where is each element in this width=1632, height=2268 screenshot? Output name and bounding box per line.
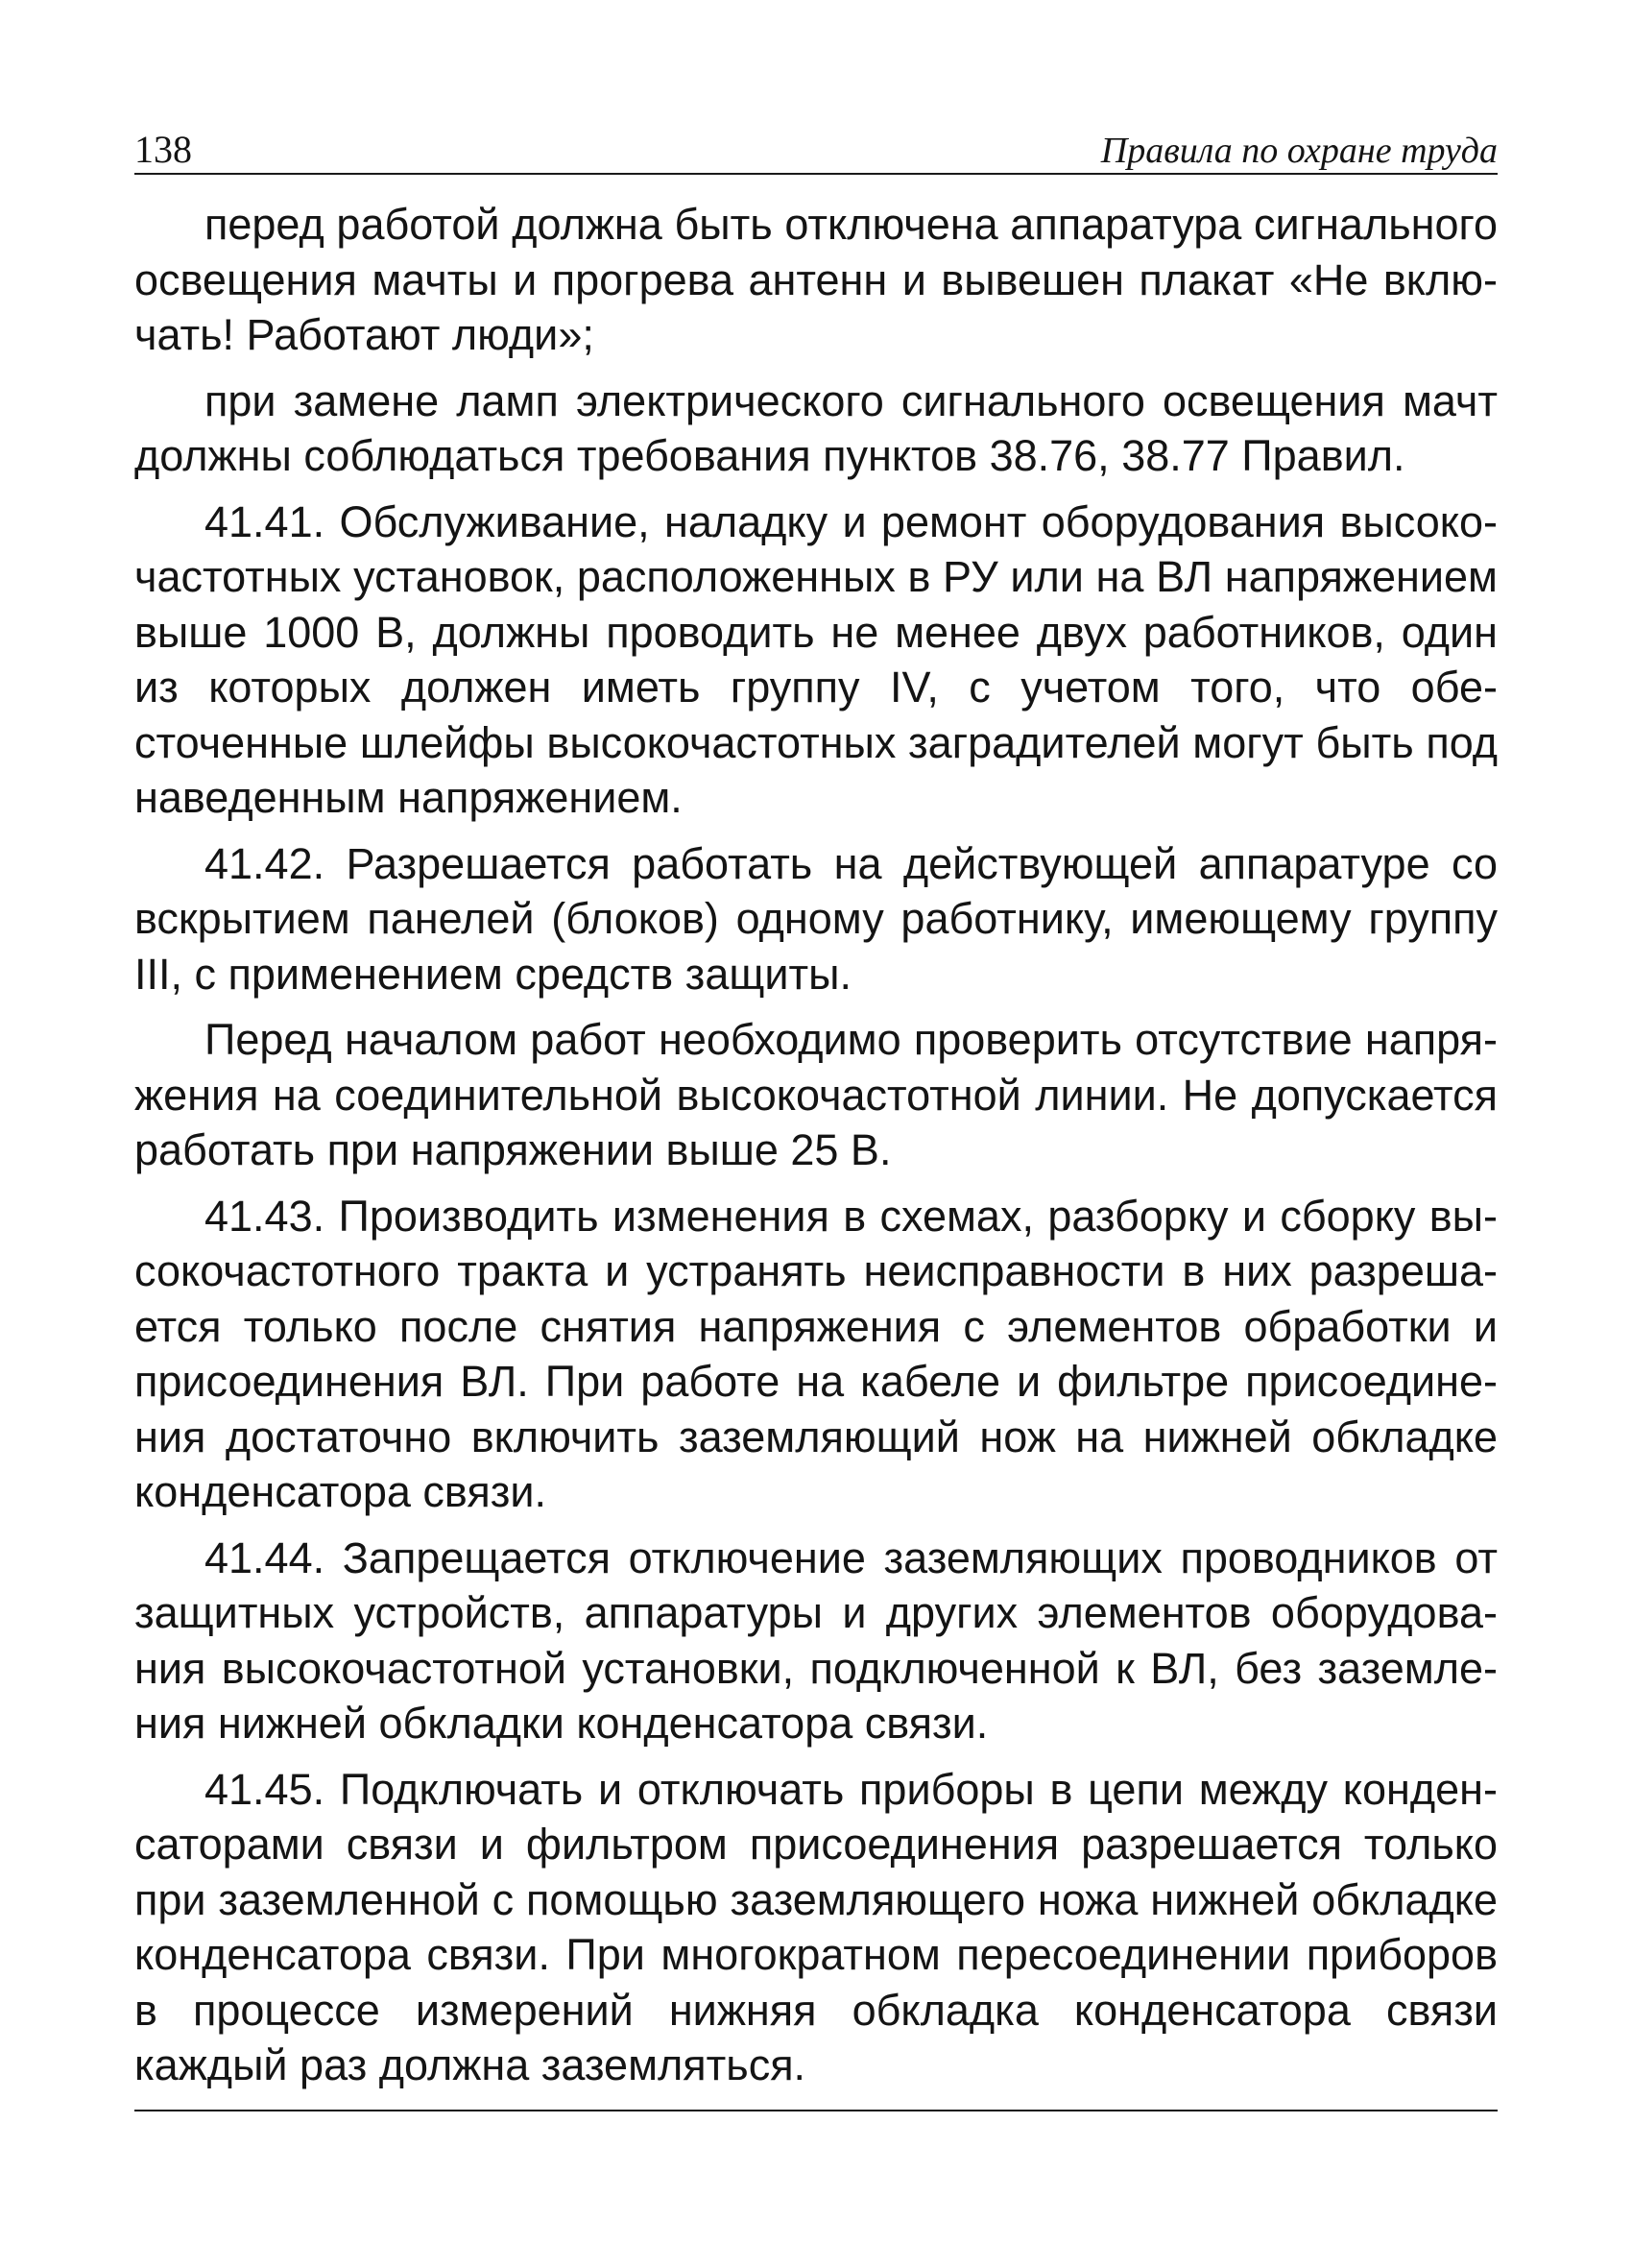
paragraph-41-44: 41.44. Запрещается отключение заземляющих проводников от защитных устройств, аппаратуры и других элементов оборудования высокочастотной установки, подключенной к ВЛ, без заземления нижней обкладки конденсатора связи.: [134, 1532, 1498, 1748]
paragraph-signal-lighting-mast: перед работой должна быть отключена аппаратура сигнального освещения мачты и прогрева антенн и вывешен плакат «Не включать! Работают люди»;: [134, 200, 1498, 359]
page-header: [134, 113, 1498, 175]
paragraph-41-43: 41.43. Производить изменения в схемах, разборку и сборку высокочастотного тракта и устранять неисправности в них разрешается только после снятия напряжения с элементов обработки и присоединения ВЛ. При работе на кабеле и фильтре присоединения достаточно включить заземляющий нож на нижней обкладке конденсатора связи.: [134, 1191, 1498, 1516]
paragraph-lamp-replacement: при замене ламп электрического сигнального освещения мачт должны соблюдаться требования пунктов 38.76, 38.77 Правил.: [134, 375, 1498, 480]
paragraph-41-45: 41.45. Подключать и отключать приборы в цепи между конденсаторами связи и фильтром присоединения разрешается только при заземленной с помощью заземляющего ножа нижней обкладке конденсатора связи. При многократном пересоединении приборов в процессе измерений нижняя обкладка конденсатора связи каждый раз должна заземляться.: [134, 1764, 1498, 2089]
paragraph-41-42: 41.42. Разрешается работать на действующей аппаратуре со вскрытием панелей (блоков) одному работнику, имеющему группу III, с применением средств защиты.: [134, 838, 1498, 999]
page-number: 138: [134, 128, 192, 171]
footer-rule: [134, 2110, 1498, 2111]
body-text: [134, 197, 1498, 2104]
paragraph-voltage-check: Перед началом работ необходимо проверить отсутствие напряжения на соединительной высокочастотной линии. Не допускается работать при напряжении выше 25 В.: [134, 1015, 1498, 1174]
running-title: Правила по охране труда: [1100, 131, 1498, 171]
paragraph-41-41: 41.41. Обслуживание, наладку и ремонт оборудования высокочастотных установок, расположенных в РУ или на ВЛ напряжением выше 1000 В, должны проводить не менее двух работников, один из которых должен иметь группу IV, с учетом того, что обесточенные шлейфы высокочастотных заградителей могут быть под наведенным напряжением.: [134, 496, 1498, 822]
